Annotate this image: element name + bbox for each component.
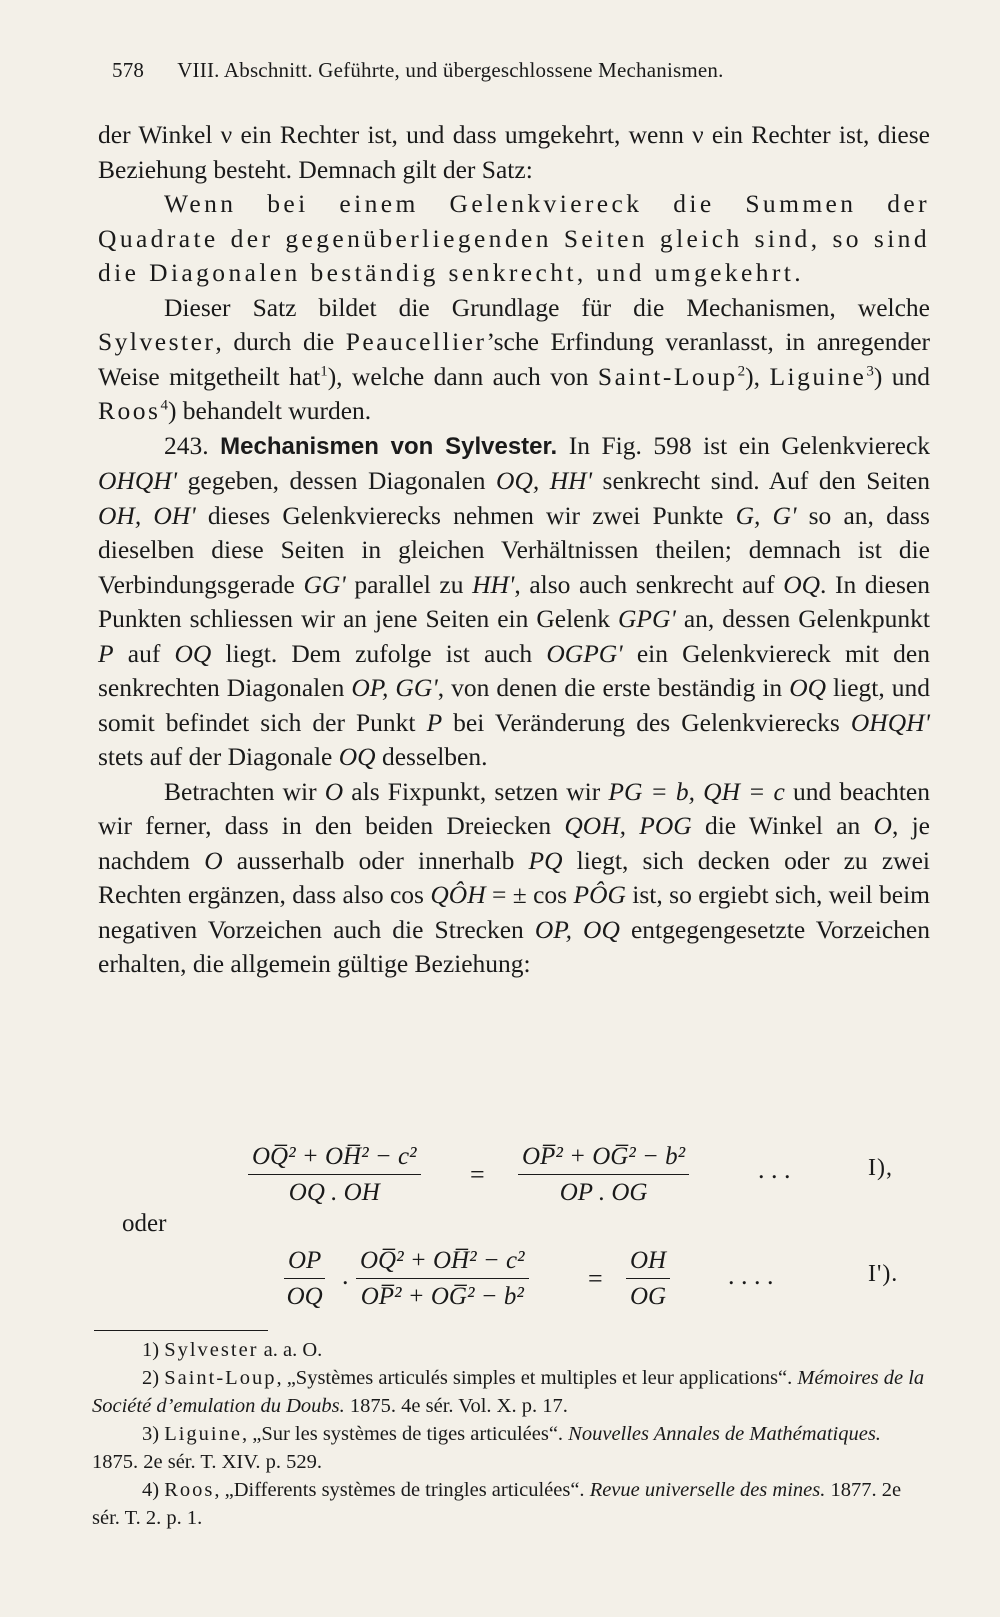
footnote-rule: [94, 1330, 268, 1331]
author-saint-loup: Saint-Loup: [597, 361, 738, 391]
eq1-lhs-numerator: OQ̅² + OH̅² − c²: [248, 1143, 421, 1175]
eq2-second-numerator: OQ̅² + OH̅² − c²: [356, 1247, 529, 1279]
running-title: VIII. Abschnitt. Geführte, und übergeschlossene Mechanismen.: [177, 58, 724, 82]
theorem-statement: Wenn bei einem Gelenkviereck die Summen der Quadrate der gegenüberliegenden Seiten gleich sind, so sind die Diagonalen beständig senkrecht, und umgekehrt.: [98, 189, 930, 287]
eq2-second-denominator: OP̅² + OG̅² − b²: [360, 1283, 524, 1310]
footnote: 4) Roos, „Differents systèmes de tringles articulées“. Revue universelle des mines. 1877. 2e sér. T. 2. p. 1.: [92, 1479, 902, 1529]
author-liguine: Liguine: [769, 361, 867, 391]
author-roos: Roos: [98, 396, 161, 425]
equation-1: [98, 1143, 930, 1223]
equation-1-prime: [98, 1247, 930, 1327]
footnotes: [92, 1336, 928, 1532]
eq1-rhs-denominator: OP . OG: [559, 1179, 648, 1206]
page-number: 578: [112, 58, 145, 82]
running-header: [112, 58, 912, 83]
author-sylvester: Sylvester: [98, 327, 216, 356]
eq1-rhs-numerator: OP̅² + OG̅² − b²: [518, 1143, 689, 1175]
footnote-ref-4[interactable]: 4: [160, 397, 168, 414]
paragraph-derivation: Betrachten wir O als Fixpunkt, setzen wir PG = b, QH = c und beachten wir ferner, dass in den beiden Dreiecken QOH, POG die Winkel an O, je nachdem O ausserhalb oder innerhalb PQ liegt, sich decken oder zu zwei Rechten ergänzen, dass also cos QÔH = ± cos PÔG ist, so ergiebt sich, weil beim negativen Vorzeichen auch die Strecken OP, OQ entgegengesetzte Vorzeichen erhalten, die allgemein gültige Beziehung:: [98, 776, 931, 978]
paragraph-references: Dieser Satz bildet die Grundlage für die Mechanismen, welche Sylvester, durch die Peaucellier’sche Erfindung veranlasst, in anregender Weise mitgetheilt hat$^1$), welche dann auch von Saint-Loup$^2$), Liguine$^3$) und Roos$^4$) behandelt wurden.: [98, 292, 931, 425]
eq2-third-denominator: OG: [630, 1283, 667, 1310]
eq1-leader-dots: . . .: [758, 1155, 791, 1184]
connector-oder: oder: [122, 1210, 167, 1237]
eq2-first-numerator: OP: [284, 1247, 325, 1279]
eq2-third-numerator: OH: [626, 1247, 670, 1279]
eq1-equals: =: [470, 1160, 485, 1189]
eq1-lhs-denominator: OQ . OH: [288, 1179, 380, 1206]
eq1-rhs-fraction: [518, 1143, 689, 1207]
eq1-label: I),: [868, 1155, 893, 1181]
footnote: 3) Liguine, „Sur les systèmes de tiges articulées“. Nouvelles Annales de Mathématiques. 1875. 2e sér. T. XIV. p. 529.: [92, 1423, 881, 1473]
section-title: Mechanismen von Sylvester.: [220, 432, 558, 460]
eq2-second-fraction: [356, 1247, 529, 1311]
eq2-label: I').: [868, 1261, 899, 1287]
eq2-first-denominator: OQ: [286, 1283, 323, 1310]
author-peaucellier: Peaucellier: [345, 327, 487, 356]
paragraph-continuation: der Winkel ν ein Rechter ist, und dass umgekehrt, wenn ν ein Rechter ist, diese Beziehung besteht. Demnach gilt der Satz:: [98, 120, 930, 184]
eq2-leader-dots: . . . .: [728, 1261, 774, 1290]
footnote-ref-3[interactable]: 3: [866, 363, 874, 379]
section-243: 243. Mechanismen von Sylvester. In Fig. 598 ist ein Gelenkviereck OHQH' gegeben, dessen Diagonalen OQ, HH' senkrecht sind. Auf den Seiten OH, OH' dieses Gelenkvierecks nehmen wir zwei Punkte G, G' so an, dass dieselben diese Seiten in gleichen Verhältnissen theilen; demnach ist die Verbindungsgerade GG' parallel zu HH', also auch senkrecht auf OQ. In diesen Punkten schliessen wir an jene Seiten ein Gelenk GPG' an, dessen Gelenkpunkt P auf OQ liegt. Dem zufolge ist auch OGPG' ein Gelenkviereck mit den senkrechten Diagonalen OP, GG', von denen die erste beständig in OQ liegt, und somit befindet sich der Punkt P bei Veränderung des Gelenkvierecks OHQH' stets auf der Diagonale OQ desselben.: [98, 430, 931, 771]
body-text: [98, 118, 930, 982]
eq1-lhs-fraction: [248, 1143, 421, 1207]
eq2-equals: =: [588, 1264, 603, 1293]
footnote: 1) Sylvester a. a. O.: [142, 1339, 323, 1361]
footnote-ref-2[interactable]: 2: [737, 363, 746, 379]
eq2-third-fraction: [626, 1247, 670, 1311]
section-number: 243.: [164, 430, 209, 460]
eq2-dot: .: [342, 1261, 349, 1290]
eq2-first-fraction: [284, 1247, 325, 1311]
footnote: 2) Saint-Loup, „Systèmes articulés simples et multiples et leur applications“. Mémoires de la Société d’emulation du Doubs. 1875. 4e sér. Vol. X. p. 17.: [92, 1367, 925, 1417]
footnote-ref-1[interactable]: 1: [320, 363, 328, 379]
